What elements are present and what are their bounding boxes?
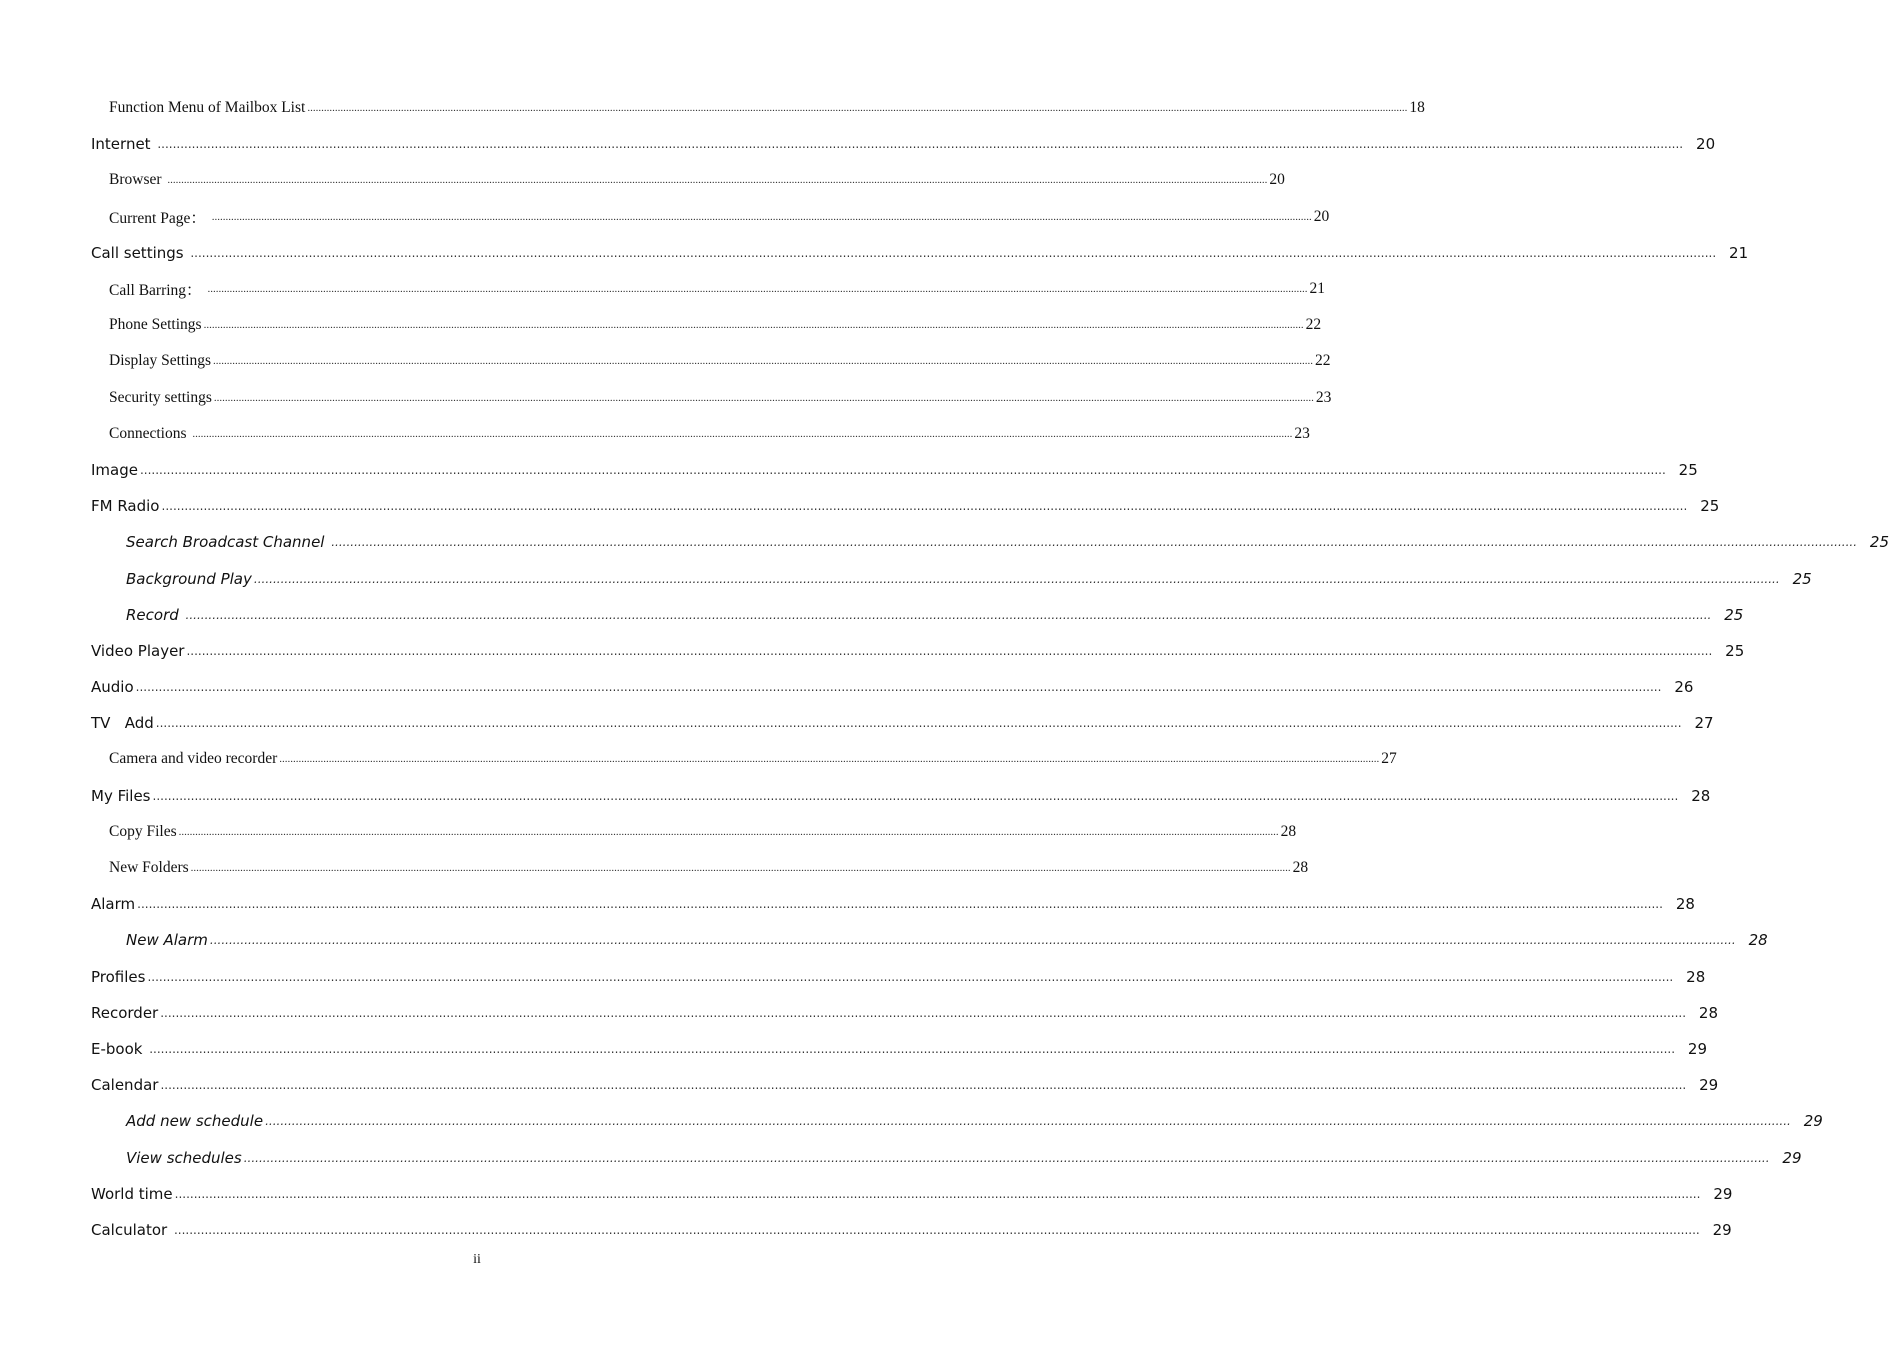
toc-entry-page-number: 28 <box>1698 1003 1719 1022</box>
toc-dot-leader: ................................................................................................................................................................................................................................................................................................................................................................................................................ <box>307 102 1408 115</box>
toc-dot-leader: ................................................................................................................................................................................................................................................................................................................................................................................................................ <box>186 643 1713 658</box>
toc-entry-page-number: 28 <box>1292 859 1309 877</box>
toc-dot-leader: ................................................................................................................................................................................................................................................................................................................................................................................................................ <box>173 1222 1700 1237</box>
toc-entry-page-number: 20 <box>1696 135 1716 154</box>
toc-entry-title: E-book <box>91 1039 148 1058</box>
toc-entry-page-number: 25 <box>1678 460 1698 479</box>
toc-entry[interactable] <box>0 271 1325 307</box>
toc-entry[interactable] <box>0 959 1706 995</box>
toc-entry[interactable] <box>0 90 1425 126</box>
toc-entry-page-number: 29 <box>1713 1184 1733 1203</box>
toc-entry-title: Internet <box>91 135 156 154</box>
toc-dot-leader: ................................................................................................................................................................................................................................................................................................................................................................................................................ <box>331 535 1858 550</box>
toc-entry-title: Profiles <box>91 967 146 986</box>
table-of-contents <box>0 90 1889 1248</box>
toc-dot-leader: ................................................................................................................................................................................................................................................................................................................................................................................................................ <box>155 716 1682 731</box>
toc-entry-page-number: 29 <box>1782 1148 1802 1167</box>
toc-entry-page-number: 25 <box>1700 497 1720 516</box>
toc-entry-title: Camera and video recorder <box>109 750 278 768</box>
toc-entry-title: Recorder <box>91 1003 159 1022</box>
toc-entry[interactable] <box>0 452 1698 488</box>
toc-dot-leader: ................................................................................................................................................................................................................................................................................................................................................................................................................ <box>265 1114 1791 1129</box>
toc-entry[interactable] <box>0 741 1397 777</box>
toc-dot-leader: ................................................................................................................................................................................................................................................................................................................................................................................................................ <box>160 1005 1687 1020</box>
toc-entry-title: Alarm <box>91 895 136 914</box>
toc-entry-title: Add new schedule <box>126 1112 264 1131</box>
toc-entry-page-number: 22 <box>1315 352 1331 370</box>
toc-dot-leader: ................................................................................................................................................................................................................................................................................................................................................................................................................ <box>174 1186 1701 1201</box>
toc-entry-title: Call Barring： <box>109 282 206 300</box>
toc-entry-page-number: 23 <box>1294 424 1310 442</box>
toc-entry[interactable] <box>0 343 1331 379</box>
toc-entry-title: View schedules <box>126 1148 242 1167</box>
toc-entry-page-number: 21 <box>1729 243 1749 262</box>
toc-entry[interactable] <box>0 1212 1732 1248</box>
toc-entry[interactable] <box>0 560 1812 596</box>
toc-entry[interactable] <box>0 597 1744 633</box>
toc-entry[interactable] <box>0 814 1297 850</box>
toc-dot-leader: ................................................................................................................................................................................................................................................................................................................................................................................................................ <box>160 1078 1687 1093</box>
toc-dot-leader: ................................................................................................................................................................................................................................................................................................................................................................................................................ <box>209 933 1736 948</box>
toc-entry[interactable] <box>0 778 1711 814</box>
toc-dot-leader: ................................................................................................................................................................................................................................................................................................................................................................................................................ <box>190 245 1717 260</box>
toc-entry-page-number: 25 <box>1725 641 1745 660</box>
toc-entry[interactable] <box>0 1139 1802 1175</box>
toc-entry[interactable] <box>0 1103 1823 1139</box>
toc-entry-page-number: 28 <box>1686 967 1706 986</box>
toc-entry-title: Search Broadcast Channel <box>126 533 330 552</box>
toc-entry-page-number: 20 <box>1269 171 1285 189</box>
toc-entry-title: Display Settings <box>109 352 212 370</box>
toc-entry[interactable] <box>0 1067 1719 1103</box>
toc-dot-leader: ................................................................................................................................................................................................................................................................................................................................................................................................................ <box>149 1041 1676 1056</box>
toc-entry-page-number: 28 <box>1691 786 1711 805</box>
toc-dot-leader: ................................................................................................................................................................................................................................................................................................................................................................................................................ <box>185 607 1712 622</box>
page-number: ii <box>473 1252 481 1267</box>
toc-dot-leader: ................................................................................................................................................................................................................................................................................................................................................................................................................ <box>213 391 1314 404</box>
toc-entry-title: Current Page： <box>109 209 210 227</box>
toc-entry[interactable] <box>0 199 1330 235</box>
toc-entry-title: New Folders <box>109 859 189 877</box>
toc-dot-leader: ................................................................................................................................................................................................................................................................................................................................................................................................................ <box>178 825 1279 838</box>
toc-dot-leader: ................................................................................................................................................................................................................................................................................................................................................................................................................ <box>161 499 1688 514</box>
toc-entry-page-number: 21 <box>1309 280 1325 298</box>
toc-entry[interactable] <box>0 380 1332 416</box>
toc-entry-title: Record <box>126 605 184 624</box>
toc-entry-page-number: 18 <box>1409 99 1425 117</box>
toc-entry[interactable] <box>0 126 1716 162</box>
toc-dot-leader: ................................................................................................................................................................................................................................................................................................................................................................................................................ <box>207 283 1308 296</box>
toc-entry-page-number: 25 <box>1724 605 1744 624</box>
toc-entry-title: New Alarm <box>126 931 208 950</box>
toc-entry-title: FM Radio <box>91 497 160 516</box>
toc-dot-leader: ................................................................................................................................................................................................................................................................................................................................................................................................................ <box>243 1150 1770 1165</box>
toc-entry[interactable] <box>0 488 1720 524</box>
toc-dot-leader: ................................................................................................................................................................................................................................................................................................................................................................................................................ <box>137 897 1663 912</box>
toc-dot-leader: ................................................................................................................................................................................................................................................................................................................................................................................................................ <box>203 319 1304 332</box>
toc-dot-leader: ................................................................................................................................................................................................................................................................................................................................................................................................................ <box>213 355 1314 368</box>
toc-entry[interactable] <box>0 307 1322 343</box>
toc-dot-leader: ................................................................................................................................................................................................................................................................................................................................................................................................................ <box>167 174 1268 187</box>
toc-entry-page-number: 28 <box>1748 931 1768 950</box>
toc-entry-page-number: 22 <box>1305 316 1322 334</box>
toc-entry-page-number: 26 <box>1674 678 1694 697</box>
toc-entry[interactable] <box>0 524 1889 560</box>
toc-entry-page-number: 27 <box>1381 750 1397 768</box>
toc-entry-title: Security settings <box>109 388 212 406</box>
toc-entry[interactable] <box>0 922 1768 958</box>
toc-entry-title: Background Play <box>126 569 252 588</box>
toc-entry-page-number: 29 <box>1712 1220 1732 1239</box>
toc-entry-title: Call settings <box>91 243 189 262</box>
toc-entry-page-number: 29 <box>1687 1039 1708 1058</box>
toc-dot-leader: ................................................................................................................................................................................................................................................................................................................................................................................................................ <box>152 788 1679 803</box>
toc-entry-title: Copy Files <box>109 822 177 840</box>
toc-dot-leader: ................................................................................................................................................................................................................................................................................................................................................................................................................ <box>157 137 1684 152</box>
toc-entry-page-number: 20 <box>1313 207 1330 225</box>
toc-entry-title: Function Menu of Mailbox List <box>109 99 306 117</box>
toc-entry[interactable] <box>0 633 1745 669</box>
toc-entry[interactable] <box>0 416 1310 452</box>
toc-entry-title: Audio <box>91 678 134 697</box>
toc-entry-page-number: 29 <box>1803 1112 1823 1131</box>
toc-dot-leader: ................................................................................................................................................................................................................................................................................................................................................................................................................ <box>211 210 1312 223</box>
toc-entry[interactable] <box>0 669 1694 705</box>
toc-entry[interactable] <box>0 162 1285 198</box>
toc-dot-leader: ................................................................................................................................................................................................................................................................................................................................................................................................................ <box>279 753 1380 766</box>
toc-entry-page-number: 27 <box>1694 714 1714 733</box>
toc-entry-title: TV Add <box>91 714 154 733</box>
toc-dot-leader: ................................................................................................................................................................................................................................................................................................................................................................................................................ <box>192 427 1293 440</box>
toc-dot-leader: ................................................................................................................................................................................................................................................................................................................................................................................................................ <box>190 862 1291 875</box>
toc-entry[interactable] <box>0 995 1719 1031</box>
toc-entry-title: Connections <box>109 424 191 442</box>
toc-entry[interactable] <box>0 886 1695 922</box>
toc-entry[interactable] <box>0 235 1749 271</box>
toc-dot-leader: ................................................................................................................................................................................................................................................................................................................................................................................................................ <box>135 680 1662 695</box>
toc-entry[interactable] <box>0 1176 1733 1212</box>
toc-entry-page-number: 25 <box>1792 569 1812 588</box>
toc-dot-leader: ................................................................................................................................................................................................................................................................................................................................................................................................................ <box>253 571 1780 586</box>
toc-entry[interactable] <box>0 1031 1708 1067</box>
toc-entry-title: Image <box>91 460 138 479</box>
toc-entry-title: Calculator <box>91 1220 172 1239</box>
toc-entry-page-number: 28 <box>1675 895 1695 914</box>
toc-entry-title: My Files <box>91 786 151 805</box>
toc-entry-title: Phone Settings <box>109 316 202 334</box>
toc-entry-title: Browser <box>109 171 166 189</box>
toc-entry-page-number: 28 <box>1280 822 1297 840</box>
toc-entry-page-number: 23 <box>1315 388 1332 406</box>
toc-entry-page-number: 25 <box>1869 533 1889 552</box>
toc-entry-page-number: 29 <box>1699 1076 1719 1095</box>
toc-entry[interactable] <box>0 705 1714 741</box>
toc-entry-title: Video Player <box>91 641 185 660</box>
toc-entry[interactable] <box>0 850 1309 886</box>
toc-entry-title: Calendar <box>91 1076 159 1095</box>
toc-dot-leader: ................................................................................................................................................................................................................................................................................................................................................................................................................ <box>147 969 1674 984</box>
toc-entry-title: World time <box>91 1184 173 1203</box>
toc-dot-leader: ................................................................................................................................................................................................................................................................................................................................................................................................................ <box>139 462 1666 477</box>
